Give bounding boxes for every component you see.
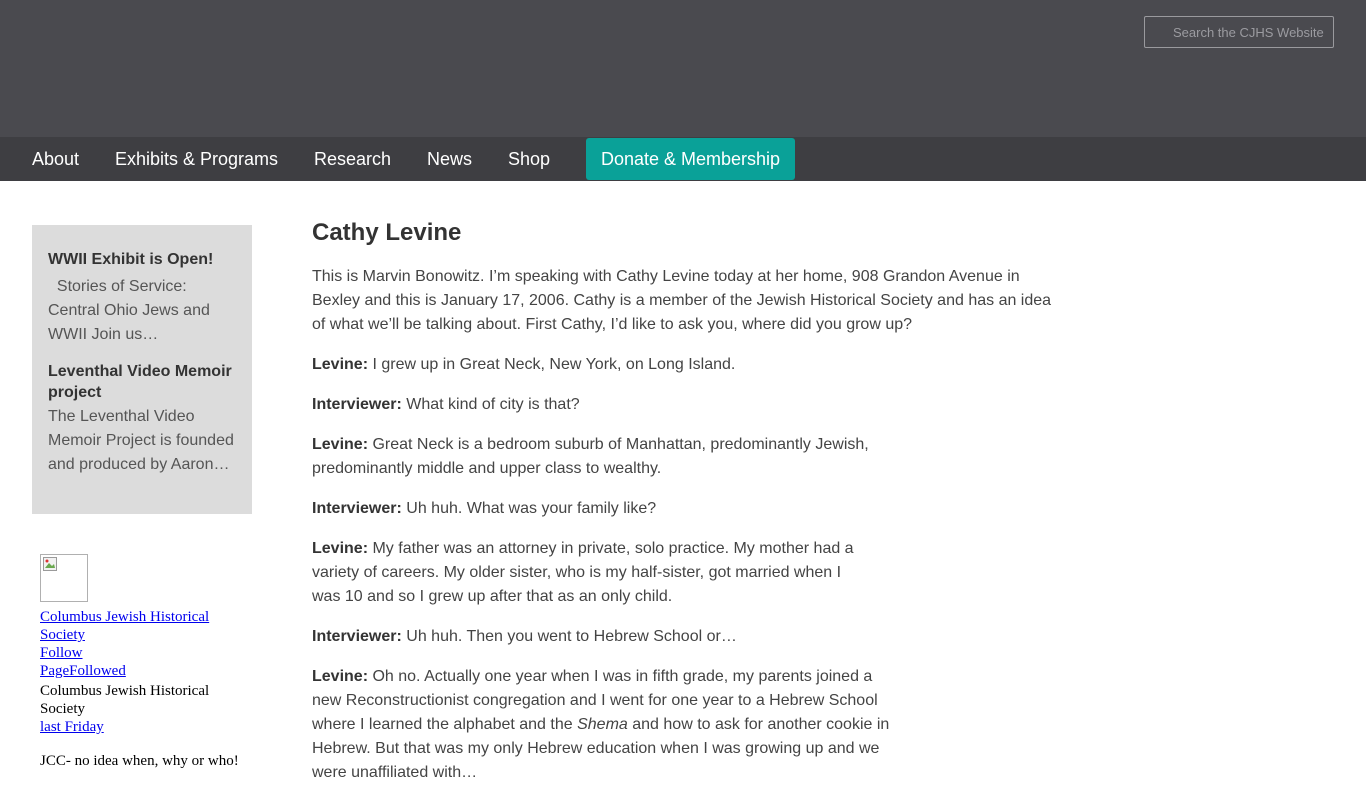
dialogue-text: Great Neck is a bedroom suburb of Manhattan, predominantly Jewish, predominantly middle and upper class to wealthy. xyxy=(312,436,869,477)
nav-shop[interactable]: Shop xyxy=(508,149,551,169)
nav-exhibits-programs[interactable]: Exhibits & Programs xyxy=(115,149,279,169)
main-content xyxy=(312,215,1057,801)
post-title-leventhal[interactable]: Leventhal Video Memoir project xyxy=(48,363,232,401)
dialogue-line xyxy=(312,497,1057,521)
speaker-label: Interviewer: xyxy=(312,396,402,413)
dialogue-text: Uh huh. Then you went to Hebrew School or… xyxy=(406,628,737,645)
donate-membership-button[interactable]: Donate & Membership xyxy=(586,138,795,180)
broken-image-icon xyxy=(43,557,57,571)
dialogue-line xyxy=(312,393,1057,417)
recent-posts-box xyxy=(32,225,252,514)
dialogue-text: and how to ask for another cookie in Hebrew. But that was my only Hebrew education when I was growing up and we were unaffiliated with… xyxy=(312,716,890,781)
speaker-label: Levine: xyxy=(312,436,369,453)
dialogue-text: Uh huh. What was your family like? xyxy=(406,500,657,517)
timestamp-link[interactable]: last Friday xyxy=(40,719,104,735)
search-input[interactable] xyxy=(1144,16,1334,48)
dialogue-line xyxy=(312,353,1057,377)
dialogue-line xyxy=(312,433,872,481)
post-excerpt-leventhal: The Leventhal Video Memoir Project is founded and produced by Aaron… xyxy=(48,408,234,473)
speaker-label: Levine: xyxy=(312,540,369,557)
nav-news[interactable]: News xyxy=(427,149,473,169)
dialogue-text: My father was an attorney in private, solo practice. My mother had a variety of careers. My older sister, who is my half-sister, got married when I was 10 and so I grew up after that as an only child. xyxy=(312,540,854,605)
dialogue-line xyxy=(312,537,860,609)
intro-paragraph: This is Marvin Bonowitz. I’m speaking with Cathy Levine today at her home, 908 Grandon Avenue in Bexley and this is January 17, 2006. Cathy is a member of the Jewish Historical Society and has an idea of what we’ll be talking about. First Cathy, I’d like to ask you, where did you grow up? xyxy=(312,268,1052,333)
speaker-label: Interviewer: xyxy=(312,500,402,517)
facebook-widget xyxy=(40,554,255,770)
org-link[interactable]: Columbus Jewish Historical Society xyxy=(40,609,210,643)
dialogue-text: I grew up in Great Neck, New York, on Long Island. xyxy=(372,356,736,373)
dialogue-line xyxy=(312,665,902,785)
dialogue-line xyxy=(312,625,1057,649)
nav-research[interactable]: Research xyxy=(314,149,392,169)
follow-link[interactable]: Follow xyxy=(40,645,83,661)
site-header xyxy=(0,0,1366,137)
page-followed-link[interactable]: PageFollowed xyxy=(40,663,126,679)
speaker-label: Interviewer: xyxy=(312,628,402,645)
dialogue-text: What kind of city is that? xyxy=(406,396,580,413)
org-name: Columbus Jewish Historical Society xyxy=(40,683,210,717)
dialogue-emphasis: Shema xyxy=(577,716,628,733)
post-title-wwii[interactable]: WWII Exhibit is Open! xyxy=(48,251,214,268)
speaker-label: Levine: xyxy=(312,668,369,685)
dialogue-text: Oh no. Actually one year when I was in fifth grade, my parents joined a new Reconstructionist congregation and I went for one year to a Hebrew School where I learned the alphabet and the xyxy=(312,668,878,733)
nav-about[interactable]: About xyxy=(32,149,80,169)
post-text: JCC- no idea when, why or who! xyxy=(40,753,239,769)
main-nav xyxy=(0,137,1366,181)
post-excerpt-wwii: Stories of Service: Central Ohio Jews and WWII Join us… xyxy=(48,278,210,343)
broken-image xyxy=(40,554,88,602)
page-title: Cathy Levine xyxy=(312,219,462,246)
speaker-label: Levine: xyxy=(312,356,369,373)
